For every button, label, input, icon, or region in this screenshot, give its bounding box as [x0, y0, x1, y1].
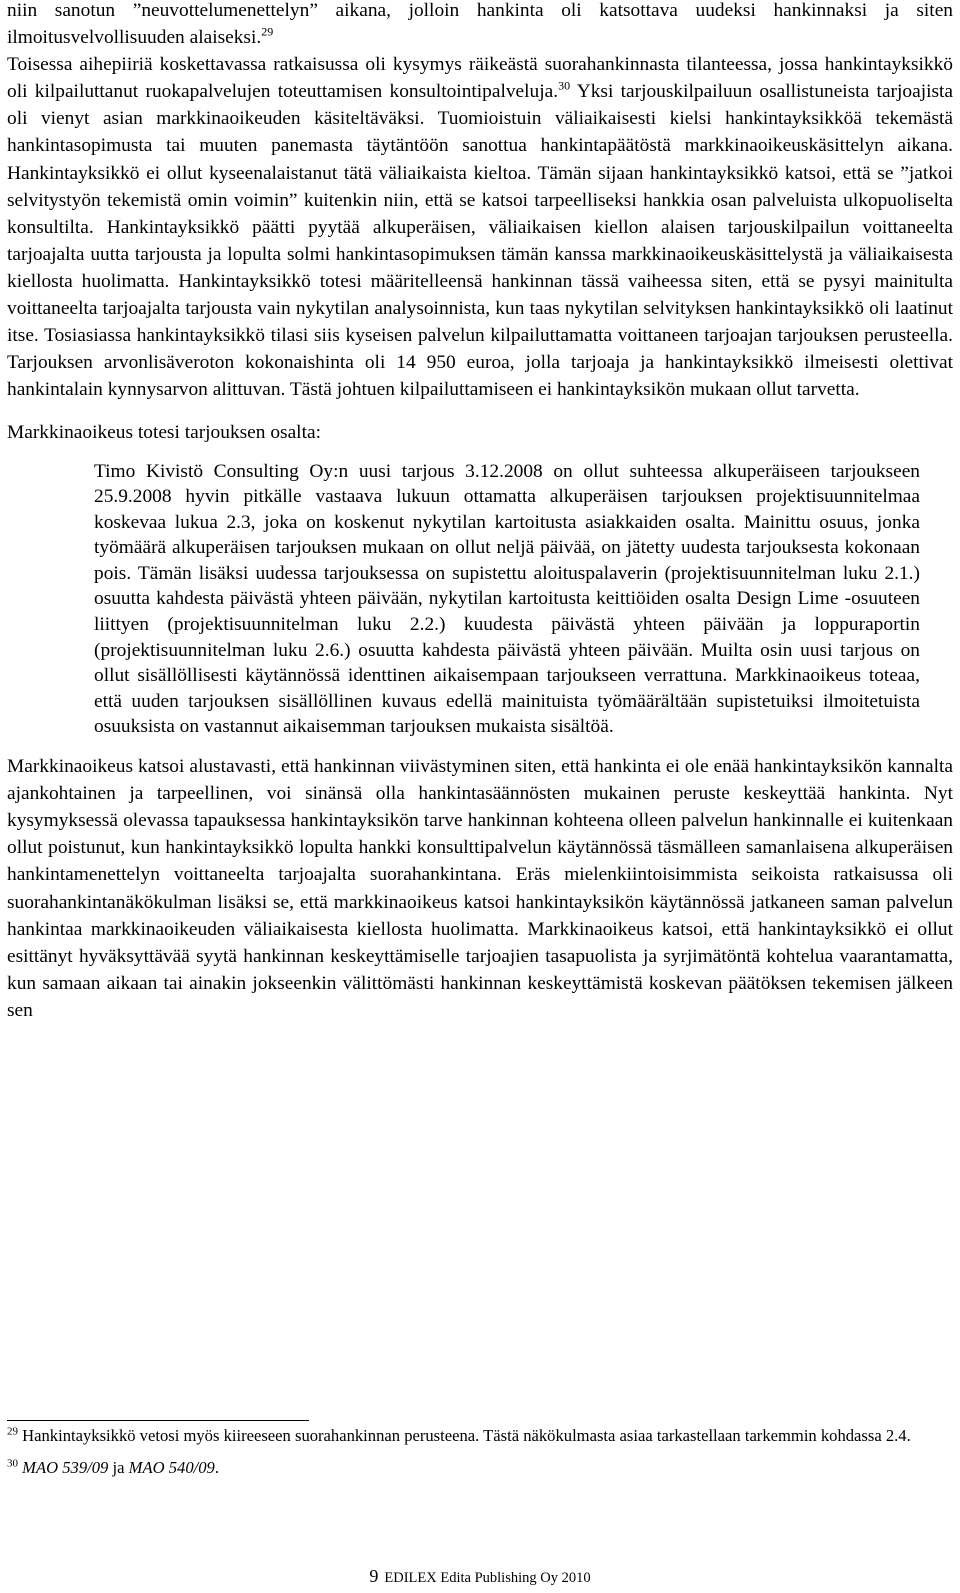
footnote-30 — [7, 1457, 953, 1480]
footnote-30-conj: ja — [112, 1457, 125, 1477]
paragraph-2-text-b: Yksi tarjouskilpailuun osallistuneista tarjoajista oli vienyt asian markkinaoikeuden käsiteltäväksi. Tuomioistuin väliaikaisesti kielsi hankintayksikköä tekemästä hankintasopimusta tai muuten panemasta täytäntöön sanottua hankintapäätöstä markkinaoikeuskäsittelyn aikana. Hankintayksikkö ei ollut kyseenalaistanut tätä väliaikaista kieltoa. Tämän sijaan hankintayksikkö katsoi, että se ”jatkoi selvitystyön tekemistä omin voimin” kuitenkin niin, että se katsoi tarpeelliseksi hankkia osan palveluista ulkopuoliselta konsultilta. Hankintayksikkö päätti pyytää alkuperäisen, väliaikaisen kiellon alaisen tarjouskilpailun voittaneelta tarjoajalta uutta tarjousta ja lopulta solmi hankintasopimuksen tämän kanssa markkinaoikeuskäsittelystä ja väliaikaisesta kiellosta huolimatta. Hankintayksikkö totesi määritelleensä hankinnan tässä vaiheessa siten, että se pysyi mainitulta voittaneelta tarjoajalta tarjousta vain nykytilan analysoinnista, kun taas nykytilan selvityksen hankintayksikkö oli laatinut itse. Tosiasiassa hankintayksikkö tilasi siis kyseisen palvelun kilpailuttamatta voittaneen tarjoajan tarjouksen perusteella. Tarjouksen arvonlisäveroton kokonaishinta oli 14 950 euroa, jolla tarjoaja ja hankintayksikkö ilmeisesti olettivat hankintalain kynnysarvon alittuvan. Tästä johtuen kilpailuttamiseen ei hankintayksikön mukaan ollut tarvetta. — [7, 81, 954, 401]
paragraph-1 — [7, 0, 953, 51]
block-quote: Timo Kivistö Consulting Oy:n uusi tarjous 3.12.2008 on ollut suhteessa alkuperäiseen tarjoukseen 25.9.2008 hyvin pitkälle vastaava lukuun ottamatta alkuperäisen tarjouksen projektisuunnitelmaa koskevaa lukua 2.3, joka on koskenut nykytilan kartoitusta asiakkaiden osalta. Mainittu osuus, jonka työmäärä alkuperäisen tarjouksen mukaan on ollut neljä päivää, on jätetty uudesta tarjouksesta kokonaan pois. Tämän lisäksi uudessa tarjouksessa on supistettu aloituspalaverin (projektisuunnitelman luku 2.1.) osuutta kahdesta päivästä yhteen päivään, nykytilan kartoitusta keittiöiden osalta Design Lime -osuuteen liittyen (projektisuunnitelman luku 2.2.) kuudesta päivästä yhteen päivään ja loppuraportin (projektisuunnitelman luku 2.6.) osuutta kahdesta päivästä yhteen päivään. Muilta osin uusi tarjous on ollut sisällöllisesti käytännössä identtinen aikaisempaan tarjoukseen verrattuna. Markkinaoikeus toteaa, että uuden tarjouksen sisällöllinen kuvaus edellä mainituista työmäärältään supistetuiksi ilmoitetuista osuuksista on vastannut aikaisemman tarjouksen mukaista sisältöä. — [94, 460, 920, 738]
footnotes — [7, 1425, 953, 1488]
footnote-number-29: 29 — [7, 1425, 18, 1438]
footnote-ref-30[interactable]: 30 — [558, 78, 571, 93]
publisher-credit: EDILEX Edita Publishing Oy 2010 — [384, 1570, 591, 1586]
paragraph-1-text: niin sanotun ”neuvottelumenettelyn” aikana, jolloin hankinta oli katsottava uudeksi hankinnaksi ja siten ilmoitusvelvollisuuden alaiseksi. — [7, 0, 953, 49]
footnote-29 — [7, 1425, 953, 1448]
paragraph-2-text-a: Toisessa aihepiiriä koskettavassa ratkaisussa oli kysymys räikeästä suorahankinnasta tilanteessa, jossa hankintayksikkö oli kilpailuttanut ruokapalvelujen toteuttamisen konsultointipalveluja. — [7, 54, 953, 103]
footnote-30-end: . — [214, 1457, 219, 1477]
page-footer — [0, 1566, 960, 1588]
paragraph-2 — [7, 51, 953, 403]
paragraph-3: Markkinaoikeus totesi tarjouksen osalta: — [7, 422, 321, 444]
footnote-30-ref-b: MAO 540/09 — [128, 1457, 215, 1477]
page-number: 9 — [369, 1566, 379, 1586]
paragraph-4: Markkinaoikeus katsoi alustavasti, että hankinnan viivästyminen siten, että hankinta ei ole enää hankintayksikön kannalta ajankohtainen ja tarpeellinen, voi sinänsä olla hankintasäännösten mukainen peruste keskeyttää hankinta. Nyt kysymyksessä olevassa tapauksessa hankintayksikön tarve hankinnan kohteena olleen palvelun hankinnalle ei kuitenkaan ollut poistunut, kun hankintayksikkö lopulta hankki konsulttipalvelun käytännössä täsmälleen samanlaisena alkuperäisen hankintamenettelyn voittaneelta tarjoajalta suorahankintana. Eräs mielenkiintoisimmista seikoista ratkaisussa oli suorahankintanäkökulman lisäksi se, että markkinaoikeus katsoi hankintayksikön käytännössä jatkaneen saman palvelun hankintaa markkinaoikeuden väliaikaisesta kiellosta huolimatta. Markkinaoikeus katsoi, että hankintayksikkö ei ollut esittänyt hyväksyttävää syytä hankinnan keskeyttämiselle tarjoajien tasapuolista ja syrjimätöntä kohtelua vaarantamatta, kun samaan aikaan tai ainakin jokseenkin välittömästi hankinnan keskeyttämistä koskevan päätöksen tekemisen jälkeen sen — [7, 756, 953, 1021]
footnote-29-text: Hankintayksikkö vetosi myös kiireeseen suorahankinnan perusteena. Tästä näkökulmasta asiaa tarkastellaan tarkemmin kohdassa 2.4. — [22, 1426, 911, 1445]
document-page — [7, 0, 954, 1477]
footnote-ref-29[interactable]: 29 — [261, 24, 274, 39]
footnote-separator — [7, 1420, 309, 1421]
footnote-number-30: 30 — [7, 1456, 18, 1469]
footnote-30-ref-a: MAO 539/09 — [22, 1457, 109, 1477]
